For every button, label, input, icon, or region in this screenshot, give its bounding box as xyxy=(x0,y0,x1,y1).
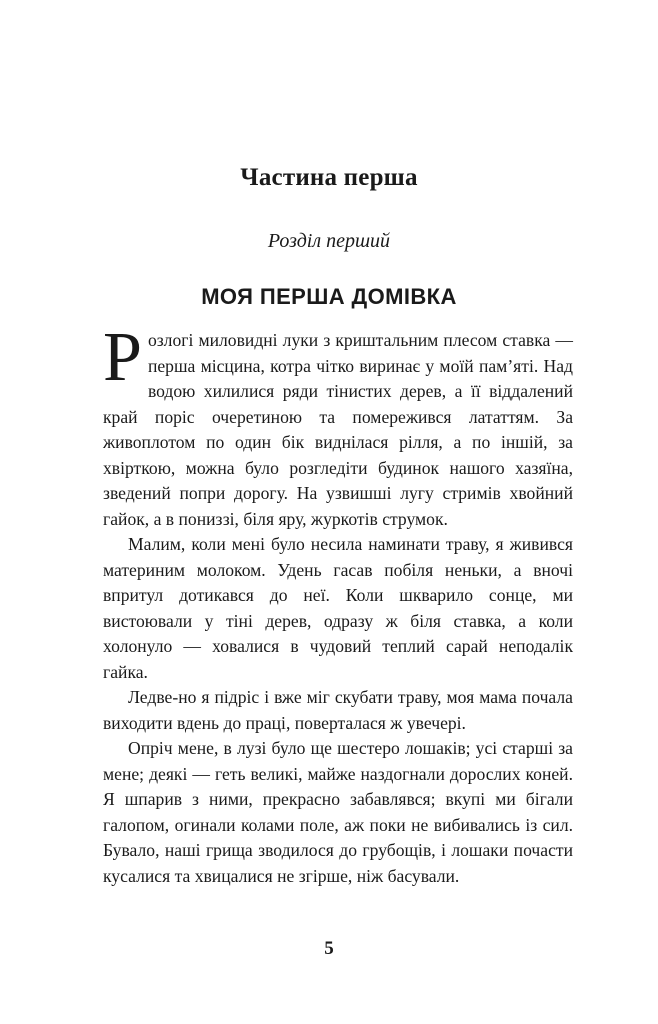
paragraph-4: Опріч мене, в лузі було ще шестеро лошаків; усі старші за мене; деякі — геть великі, майже наздогнали дорослих коней. Я шпарив з ними, прекрасно забавлявся; вкупі ми бігали галопом, огинали колами поле, аж поки не вибивались із сил. Бувало, наші грища зводилося до грубощів, і лошаки почасти кусалися та хвицалися не згірше, ніж басували. xyxy=(103,738,573,886)
chapter-title: МОЯ ПЕРША ДОМІВКА xyxy=(201,284,457,309)
chapter-label: Розділ перший xyxy=(267,230,391,252)
paragraph-1 xyxy=(103,319,573,532)
body-text xyxy=(103,319,573,889)
paragraph-3: Ледве-но я підріс і вже міг скубати траву, моя мама почала виходити вдень до праці, поверталася ж увечері. xyxy=(103,687,573,733)
paragraph-2: Малим, коли мені було несила наминати траву, я живився материним молоком. Удень гасав побіля неньки, а вночі впритул дотикався до неї. Коли шкварило сонце, ми вистоювали у тіні дерев, одразу ж біля ставка, а коли холонуло — ховалися в чудовий теплий сарай неподалік гайка. xyxy=(103,534,573,682)
part-title: Частина перша xyxy=(240,164,418,191)
page-number: 5 xyxy=(324,938,334,959)
paragraph-1-text: озлогі миловидні луки з криштальним плесом ставка — перша місцина, котра чітко виринає у моїй пам’яті. Над водою хилилися ряди тінистих дерев, а її віддалений край поріс очеретиною та помережився лататтям. За живоплотом по один бік виднілася рілля, а по іншій, за хвірткою, можна було розгледіти будинок нашого хазяїна, зведений попри дорогу. На узвишші лугу стримів хвойний гайок, а в пониззі, біля яру, журкотів струмок. xyxy=(103,330,573,529)
drop-cap: Р xyxy=(103,319,142,396)
